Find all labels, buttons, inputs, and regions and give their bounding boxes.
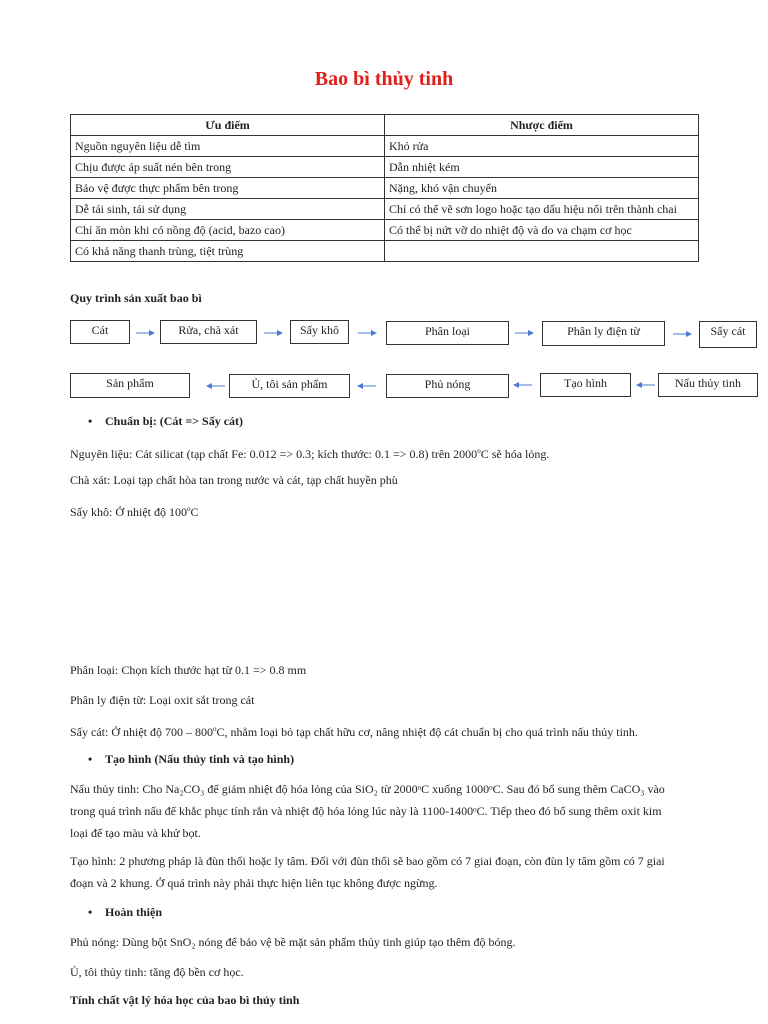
table-cell: Có khả năng thanh trùng, tiệt trùng bbox=[71, 241, 385, 262]
paragraph-cha-xat: Chà xát: Loại tạp chất hòa tan trong nước và cát, tạp chất huyền phù bbox=[70, 473, 398, 487]
right-arrow-icon bbox=[358, 328, 378, 338]
table-cell: Nguồn nguyên liệu dễ tìm bbox=[71, 136, 385, 157]
paragraph-tao-hinh: Tạo hình: 2 phương pháp là đùn thổi hoặc ly tâm. Đối với đùn thổi sẽ bao gồm có 7 giai đoạn, còn đùn ly tâm gồm có 7 giai đoạn và 2 khung. Ở quá trình này phải thực hiện liên tục không được ngừng. bbox=[70, 854, 665, 890]
left-arrow-icon bbox=[205, 381, 225, 391]
table-cell: Khó rửa bbox=[385, 136, 699, 157]
paragraph-phan-ly-dien-tu: Phân ly điện từ: Loại oxit sắt trong cát bbox=[70, 693, 255, 707]
paragraph-say-kho: Sấy khô: Ở nhiệt độ 100$^o$C bbox=[70, 505, 199, 519]
flow-step-say-cat: Sấy cát bbox=[699, 321, 757, 348]
paragraph-nguyen-lieu: Nguyên liệu: Cát silicat (tạp chất Fe: 0.012 => 0.3; kích thước: 0.1 => 0.8) trên 2000$^o$C sẽ hóa lỏng. bbox=[70, 447, 550, 461]
table-row bbox=[71, 178, 699, 199]
table-cell bbox=[385, 241, 699, 262]
flow-step-phan-ly-dien-tu: Phân ly điện từ bbox=[542, 321, 665, 346]
right-arrow-icon bbox=[264, 328, 284, 338]
left-arrow-icon bbox=[635, 380, 655, 390]
table-row bbox=[71, 136, 699, 157]
table-row bbox=[71, 157, 699, 178]
paragraph-phan-loai: Phân loại: Chọn kích thước hạt từ 0.1 => 0.8 mm bbox=[70, 663, 307, 677]
flow-step-phan-loai: Phân loại bbox=[386, 321, 509, 345]
flow-step-phu-nong: Phủ nóng bbox=[386, 374, 509, 398]
paragraph-phu-nong: Phủ nóng: Dùng bột SnO₂ nóng để bảo vệ bề mặt sản phẩm thủy tinh giúp tạo thêm độ bóng. bbox=[70, 935, 516, 949]
flow-step-cat: Cát bbox=[70, 320, 130, 344]
disadvantages-header: Nhược điểm bbox=[385, 115, 699, 136]
table-cell: Bảo vệ được thực phẩm bên trong bbox=[71, 178, 385, 199]
process-heading: Quy trình sản xuất bao bì bbox=[70, 291, 202, 305]
table-cell: Chỉ có thể vẽ sơn logo hoặc tạo dấu hiệu nổi trên thành chai bbox=[385, 199, 699, 220]
bullet-dot-icon: • bbox=[88, 414, 93, 428]
table-row bbox=[71, 199, 699, 220]
flow-step-rua-cha-xat: Rửa, chà xát bbox=[160, 320, 257, 344]
advantages-header: Ưu điểm bbox=[71, 115, 385, 136]
bullet-dot-icon: • bbox=[88, 905, 93, 919]
right-arrow-icon bbox=[515, 328, 535, 338]
paragraph-nau-thuy-tinh: Nấu thủy tinh: Cho Na₂CO₃ để giảm nhiệt độ hóa lỏng của SiO₂ từ 2000ᵒC xuống 1000ᵒC. Sau đó bổ sung thêm CaCO₃ vào trong quá trình nấu để khắc phục tính rắn và nhiệt độ hóa lỏng lúc này là 1100-1400ᵒC. Tiếp theo đó bổ sung thêm oxit kim loại để tạo màu và khử bọt. bbox=[70, 782, 665, 840]
flow-step-say-kho: Sấy khô bbox=[290, 320, 349, 344]
left-arrow-icon bbox=[356, 381, 376, 391]
bullet-dot-icon: • bbox=[88, 752, 93, 766]
table-cell: Dễ tái sinh, tái sử dụng bbox=[71, 199, 385, 220]
table-cell: Dẫn nhiệt kém bbox=[385, 157, 699, 178]
right-arrow-icon bbox=[673, 329, 693, 339]
left-arrow-icon bbox=[512, 380, 532, 390]
paragraph-u-toi: Ủ, tôi thủy tinh: tăng độ bền cơ học. bbox=[70, 965, 244, 979]
flow-step-san-pham: Sản phẩm bbox=[70, 373, 190, 398]
pros-cons-table bbox=[70, 114, 699, 262]
table-row bbox=[71, 241, 699, 262]
flow-step-tao-hinh: Tạo hình bbox=[540, 373, 631, 397]
table-cell: Chỉ ăn mòn khi có nồng độ (acid, bazo cao) bbox=[71, 220, 385, 241]
paragraph-say-cat: Sấy cát: Ở nhiệt độ 700 – 800$^o$C, nhằm loại bỏ tạp chất hữu cơ, nâng nhiệt độ cát chuẩn bị cho quá trình nấu thủy tinh. bbox=[70, 725, 638, 739]
flow-step-u-toi-san-pham: Ủ, tôi sản phẩm bbox=[229, 374, 350, 398]
right-arrow-icon bbox=[136, 328, 156, 338]
properties-heading: Tính chất vật lý hóa học của bao bì thủy tinh bbox=[70, 993, 300, 1007]
document-title: Bao bì thủy tinh bbox=[314, 68, 454, 90]
table-row bbox=[71, 220, 699, 241]
table-cell: Nặng, khó vận chuyển bbox=[385, 178, 699, 199]
table-cell: Có thể bị nứt vỡ do nhiệt độ và do va chạm cơ học bbox=[385, 220, 699, 241]
table-cell: Chịu được áp suất nén bên trong bbox=[71, 157, 385, 178]
flow-step-nau-thuy-tinh: Nấu thủy tinh bbox=[658, 373, 758, 397]
